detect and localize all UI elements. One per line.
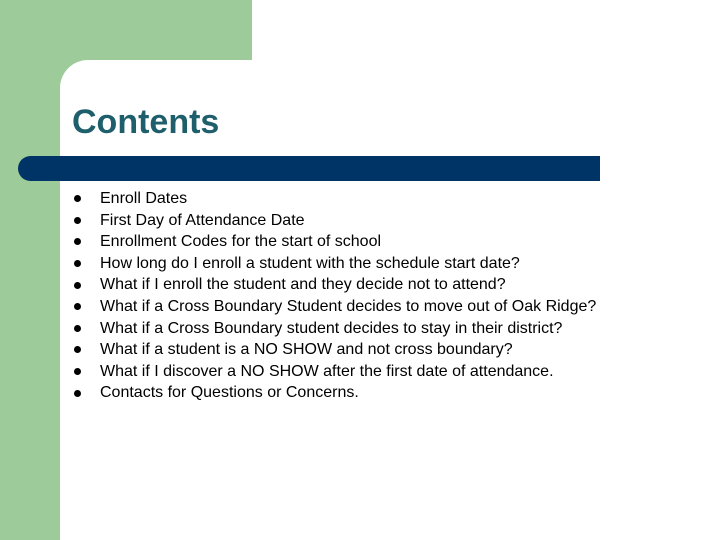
list-item-text: Enrollment Codes for the start of school xyxy=(100,233,382,251)
list-item-text: What if a Cross Boundary Student decides to move out of Oak Ridge? xyxy=(100,297,597,315)
list-item-text: Enroll Dates xyxy=(100,190,188,207)
list-item-text: What if I discover a NO SHOW after the first date of attendance. xyxy=(100,362,554,380)
list-item-text: First Day of Attendance Date xyxy=(100,211,305,229)
title-underline-bar xyxy=(18,156,600,181)
list-item-text: What if a Cross Boundary student decides to stay in their district? xyxy=(100,319,563,337)
bullet-icon xyxy=(74,325,81,332)
bullet-icon xyxy=(74,217,81,224)
bullet-icon xyxy=(74,368,81,375)
list-item-text: How long do I enroll a student with the schedule start date? xyxy=(100,254,520,272)
bullet-icon xyxy=(74,390,81,397)
list-item-text: What if a student is a NO SHOW and not cross boundary? xyxy=(100,341,513,359)
list-item-text: What if I enroll the student and they decide not to attend? xyxy=(100,276,506,294)
list-item-text: Contacts for Questions or Concerns. xyxy=(100,384,359,402)
slide-title: Contents xyxy=(72,103,220,141)
bullet-icon xyxy=(74,282,81,289)
